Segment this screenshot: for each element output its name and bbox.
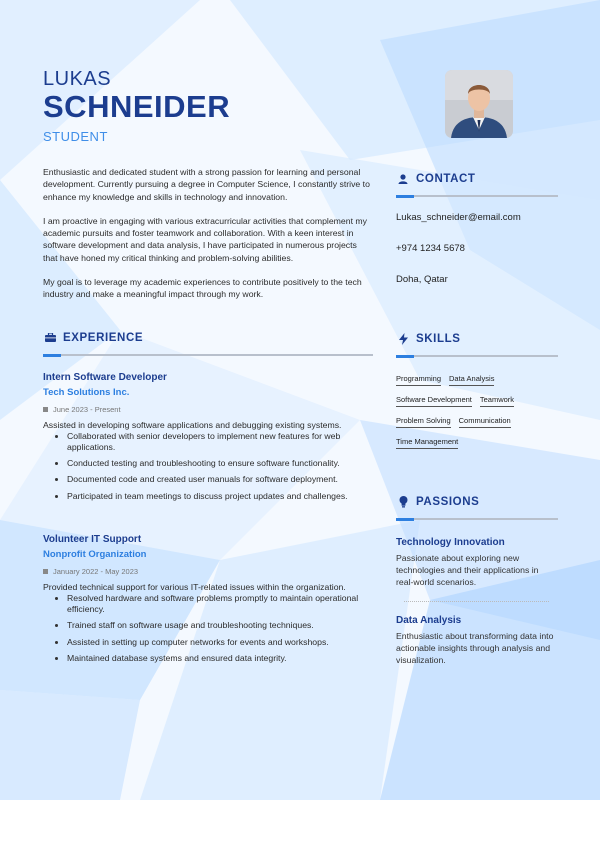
list-item: Resolved hardware and software problems promptly to maintain operational efficiency.	[67, 593, 373, 615]
skills-heading	[396, 332, 558, 346]
section-divider	[396, 195, 558, 197]
summary-paragraph: I am proactive in engaging with various extracurricular activities that complement my academic pursuits and foster teamwork and collaboration. With a keen interest in software development and data analysis, I have participated in numerous projects that have honed my critical thinking and problem-solving abilities.	[43, 215, 367, 263]
passion-item	[396, 537, 558, 588]
passion-item	[396, 615, 558, 666]
list-item: Trained staff on software usage and troubleshooting techniques.	[67, 620, 373, 631]
skill-tag: Communication	[459, 416, 511, 428]
last-name: SCHNEIDER	[43, 89, 231, 124]
job-title: Volunteer IT Support	[43, 533, 142, 545]
contact-email[interactable]: Lukas_schneider@email.com	[396, 212, 521, 223]
job-company: Tech Solutions Inc.	[43, 386, 130, 398]
passions-heading	[396, 495, 558, 509]
job-description: Provided technical support for various IT-related issues within the organization.	[43, 581, 346, 592]
person-icon	[396, 172, 410, 186]
job-dates-text: June 2023 - Present	[53, 404, 121, 414]
summary-paragraph: My goal is to leverage my academic experiences to contribute positively to the tech industry and make a meaningful impact through my work.	[43, 277, 362, 300]
job-entry	[43, 534, 373, 664]
job-company: Nonprofit Organization	[43, 548, 147, 560]
job-bullets	[43, 431, 373, 502]
contact-heading-label: CONTACT	[416, 173, 476, 185]
passions-section	[396, 495, 558, 666]
passions-heading-label: PASSIONS	[416, 496, 480, 508]
contact-section	[396, 172, 558, 285]
briefcase-icon	[43, 331, 57, 345]
summary-paragraph: Enthusiastic and dedicated student with a strong passion for learning and personal development. Currently pursuing a degree in Computer Science, I constantly strive to enhance my knowledge and skills in technology and innovation.	[43, 167, 370, 202]
skill-tag: Teamwork	[480, 395, 514, 407]
job-entry	[43, 372, 373, 502]
summary	[43, 166, 373, 301]
experience-section	[43, 331, 373, 664]
contact-heading	[396, 172, 558, 186]
lightbulb-icon	[396, 495, 410, 509]
passion-title: Technology Innovation	[396, 537, 505, 548]
passion-title: Data Analysis	[396, 615, 462, 626]
skill-tag: Software Development	[396, 395, 472, 407]
list-item: Documented code and created user manuals for software deployment.	[67, 474, 373, 485]
divider	[404, 601, 549, 602]
experience-heading	[43, 331, 373, 345]
left-column	[43, 166, 373, 669]
skill-tag: Data Analysis	[449, 374, 494, 386]
skill-tag: Time Management	[396, 437, 458, 449]
job-dates-text: January 2022 - May 2023	[53, 566, 139, 576]
section-divider	[396, 518, 558, 520]
first-name: LUKAS	[43, 68, 112, 90]
skill-tag: Problem Solving	[396, 416, 451, 428]
list-item: Collaborated with senior developers to implement new features for web applications.	[67, 431, 373, 453]
lightning-icon	[396, 332, 410, 346]
contact-location: Doha, Qatar	[396, 274, 448, 285]
role-title: STUDENT	[43, 129, 108, 144]
section-divider	[396, 355, 558, 357]
passion-description: Enthusiastic about transforming data into actionable insights through analysis and visualization.	[396, 631, 554, 665]
job-title: Intern Software Developer	[43, 371, 167, 383]
skill-tags	[392, 374, 552, 458]
passion-description: Passionate about exploring new technologies and their applications in real-world scenarios.	[396, 553, 539, 587]
skill-tag: Programming	[396, 374, 441, 386]
job-bullets	[43, 593, 373, 664]
job-description: Assisted in developing software applications and debugging existing systems.	[43, 419, 342, 430]
list-item: Maintained database systems and ensured data integrity.	[67, 653, 373, 664]
job-dates	[43, 405, 373, 414]
list-item: Assisted in setting up computer networks for events and workshops.	[67, 637, 373, 648]
job-dates	[43, 567, 373, 576]
skills-heading-label: SKILLS	[416, 333, 461, 345]
list-item: Participated in team meetings to discuss project updates and challenges.	[67, 491, 373, 502]
contact-phone[interactable]: +974 1234 5678	[396, 243, 465, 254]
profile-photo	[445, 70, 513, 138]
list-item: Conducted testing and troubleshooting to ensure software functionality.	[67, 458, 373, 469]
skills-section	[396, 332, 558, 458]
experience-heading-label: EXPERIENCE	[63, 331, 144, 344]
calendar-icon	[43, 569, 48, 574]
section-divider	[43, 354, 373, 356]
calendar-icon	[43, 407, 48, 412]
